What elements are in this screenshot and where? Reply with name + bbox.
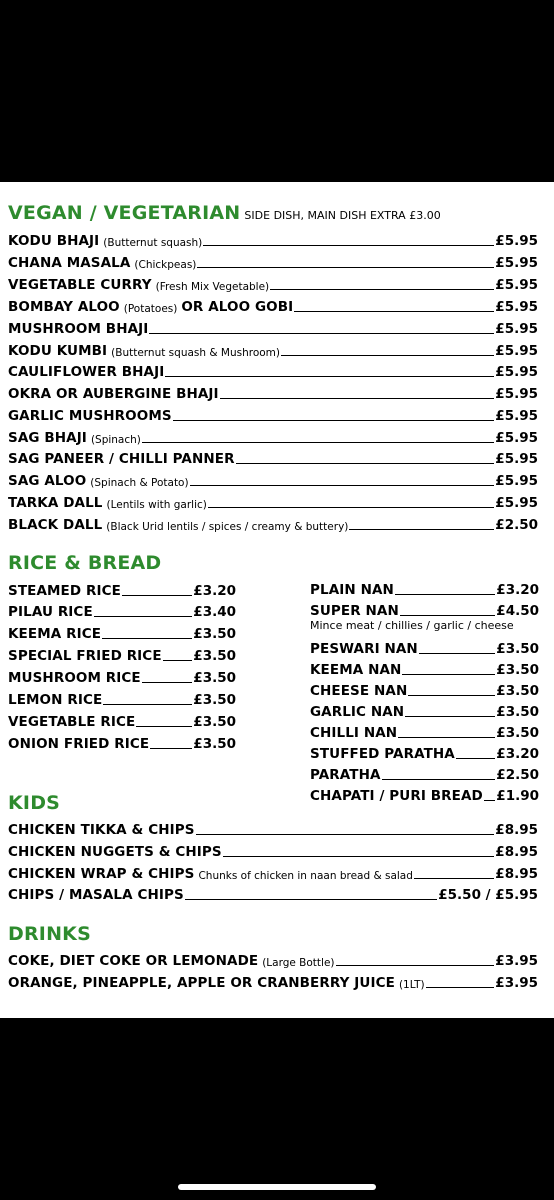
item-price: £2.50 [495, 517, 538, 533]
item-name: CHICKEN NUGGETS & CHIPS [8, 844, 222, 860]
vegan-title: VEGAN / VEGETARIAN [8, 202, 241, 224]
item-name: ONION FRIED RICE [8, 736, 150, 752]
item-name: CHILLI NAN [310, 725, 398, 741]
item-name: CHICKEN TIKKA & CHIPS [8, 822, 195, 838]
menu-item-keema-nan [310, 658, 539, 678]
menu-sheet [0, 182, 554, 1018]
item-name: CHAPATI / PURI BREAD [310, 788, 483, 804]
item-name: CHEESE NAN [310, 683, 408, 699]
item-name: STEAMED RICE [8, 583, 121, 599]
menu-item-vegetable-curry [8, 273, 538, 293]
item-name: STUFFED PARATHA [310, 746, 455, 762]
item-price: £5.95 [495, 321, 538, 337]
item-price: £3.50 [496, 704, 539, 720]
item-price: £3.50 [193, 626, 236, 642]
item-name: BOMBAY ALOO [8, 299, 120, 315]
item-name: VEGETABLE RICE [8, 714, 136, 730]
vegan-subtitle: SIDE DISH, MAIN DISH EXTRA £3.00 [244, 209, 441, 222]
item-name: SAG ALOO [8, 473, 87, 489]
item-name: BLACK DALL [8, 517, 103, 533]
item-name: KEEMA NAN [310, 662, 402, 678]
item-price: £5.95 [495, 386, 538, 402]
menu-item-kodu-bhaji [8, 229, 538, 249]
menu-item-paratha [310, 763, 539, 783]
menu-item-kodu-kumbi [8, 339, 538, 359]
item-name: COKE, DIET COKE OR LEMONADE [8, 953, 259, 969]
item-price: £5.95 [495, 495, 538, 511]
menu-item-garlic-mushrooms [8, 404, 538, 424]
item-price: £3.50 [193, 692, 236, 708]
item-name: SAG BHAJI [8, 430, 87, 446]
item-note: (Lentils with garlic) [106, 499, 207, 511]
super-nan-note: Mince meat / chillies / garlic / cheese [310, 619, 514, 632]
item-price: £5.95 [495, 408, 538, 424]
item-name: KEEMA RICE [8, 626, 102, 642]
item-note: (Spinach & Potato) [90, 477, 189, 489]
item-price: £5.95 [495, 255, 538, 271]
item-price: £3.50 [496, 662, 539, 678]
menu-item-bombay-aloo [8, 295, 538, 315]
item-price: £5.95 [495, 430, 538, 446]
item-price: £3.50 [496, 683, 539, 699]
item-name: CHICKEN WRAP & CHIPS [8, 866, 195, 882]
item-price: £5.95 [495, 473, 538, 489]
item-name: CAULIFLOWER BHAJI [8, 364, 165, 380]
item-name: PESWARI NAN [310, 641, 418, 657]
item-price: £8.95 [495, 822, 538, 838]
item-name: PILAU RICE [8, 604, 93, 620]
menu-item-coke [8, 949, 538, 969]
menu-item-chicken-tikka-chips [8, 818, 538, 838]
item-name-alt: OR ALOO GOBI [181, 299, 294, 315]
menu-item-mushroom-rice [8, 666, 236, 686]
item-price: £3.20 [496, 746, 539, 762]
item-price: £3.95 [495, 975, 538, 991]
menu-item-plain-nan [310, 578, 539, 598]
item-name: VEGETABLE CURRY [8, 277, 152, 293]
item-price: £3.20 [193, 583, 236, 599]
menu-item-steamed-rice [8, 579, 236, 599]
menu-item-cheese-nan [310, 679, 539, 699]
item-price: £8.95 [495, 844, 538, 860]
menu-item-tarka-dall [8, 491, 538, 511]
menu-item-chicken-nuggets-chips [8, 840, 538, 860]
item-price: £5.95 [495, 277, 538, 293]
menu-item-chana-masala [8, 251, 538, 271]
item-price: £3.50 [496, 725, 539, 741]
menu-item-mushroom-bhaji [8, 317, 538, 337]
item-price: £3.50 [193, 648, 236, 664]
item-price: £5.95 [495, 343, 538, 359]
item-price: £1.90 [496, 788, 539, 804]
item-note: (Butternut squash & Mushroom) [111, 347, 280, 359]
item-name: TARKA DALL [8, 495, 103, 511]
menu-item-super-nan [310, 599, 539, 619]
menu-item-masala-chips [8, 883, 538, 903]
item-price: £3.50 [193, 736, 236, 752]
item-name: SPECIAL FRIED RICE [8, 648, 162, 664]
item-note: (Large Bottle) [262, 957, 335, 969]
item-name: KODU BHAJI [8, 233, 100, 249]
menu-item-chicken-wrap-chips [8, 862, 538, 882]
item-name: GARLIC NAN [310, 704, 405, 720]
item-name: SAG PANEER / CHILLI PANNER [8, 451, 235, 467]
item-price: £5.50 / £5.95 [438, 887, 538, 903]
item-name: ORANGE, PINEAPPLE, APPLE OR CRANBERRY JUICE [8, 975, 395, 991]
menu-item-okra-aubergine-bhaji [8, 382, 538, 402]
item-price: £2.50 [496, 767, 539, 783]
menu-item-keema-rice [8, 622, 236, 642]
item-note: Chunks of chicken in naan bread & salad [198, 870, 413, 882]
menu-item-vegetable-rice [8, 710, 236, 730]
item-name: CHIPS / MASALA CHIPS [8, 887, 184, 903]
item-note: (Fresh Mix Vegetable) [155, 281, 270, 293]
vegan-heading [8, 202, 441, 224]
item-name: GARLIC MUSHROOMS [8, 408, 172, 424]
item-price: £5.95 [495, 364, 538, 380]
menu-item-sag-paneer [8, 447, 538, 467]
item-note: (1LT) [398, 979, 425, 991]
menu-item-chapati-puri [310, 784, 539, 804]
item-price: £3.50 [193, 714, 236, 730]
item-name: MUSHROOM RICE [8, 670, 141, 686]
item-name: MUSHROOM BHAJI [8, 321, 149, 337]
menu-item-pilau-rice [8, 600, 236, 620]
item-price: £4.50 [496, 603, 539, 619]
item-price: £5.95 [495, 299, 538, 315]
menu-item-stuffed-paratha [310, 742, 539, 762]
rice-heading: RICE & BREAD [8, 552, 162, 574]
menu-item-chilli-nan [310, 721, 539, 741]
item-price: £3.50 [496, 641, 539, 657]
menu-item-black-dall [8, 513, 538, 533]
menu-item-onion-fried-rice [8, 732, 236, 752]
kids-heading: KIDS [8, 792, 61, 814]
item-price: £5.95 [495, 233, 538, 249]
menu-item-special-fried-rice [8, 644, 236, 664]
item-note: (Spinach) [90, 434, 141, 446]
menu-item-peswari-nan [310, 637, 539, 657]
menu-item-garlic-nan [310, 700, 539, 720]
menu-item-juice [8, 971, 538, 991]
item-price: £3.95 [495, 953, 538, 969]
item-name: PARATHA [310, 767, 381, 783]
item-note: (Black Urid lentils / spices / creamy & buttery) [106, 521, 349, 533]
item-note: (Butternut squash) [103, 237, 203, 249]
item-price: £5.95 [495, 451, 538, 467]
item-name: SUPER NAN [310, 603, 399, 619]
item-price: £3.20 [496, 582, 539, 598]
item-name: CHANA MASALA [8, 255, 131, 271]
item-name: KODU KUMBI [8, 343, 108, 359]
item-price: £3.50 [193, 670, 236, 686]
menu-item-sag-bhaji [8, 426, 538, 446]
item-name: OKRA OR AUBERGINE BHAJI [8, 386, 219, 402]
menu-item-lemon-rice [8, 688, 236, 708]
item-price: £3.40 [193, 604, 236, 620]
menu-item-sag-aloo [8, 469, 538, 489]
home-indicator[interactable] [178, 1184, 376, 1190]
drinks-heading: DRINKS [8, 923, 91, 945]
item-note: (Potatoes) [123, 303, 178, 315]
item-name: PLAIN NAN [310, 582, 394, 598]
item-name: LEMON RICE [8, 692, 103, 708]
menu-item-cauliflower-bhaji [8, 360, 538, 380]
item-note: (Chickpeas) [134, 259, 197, 271]
item-price: £8.95 [495, 866, 538, 882]
